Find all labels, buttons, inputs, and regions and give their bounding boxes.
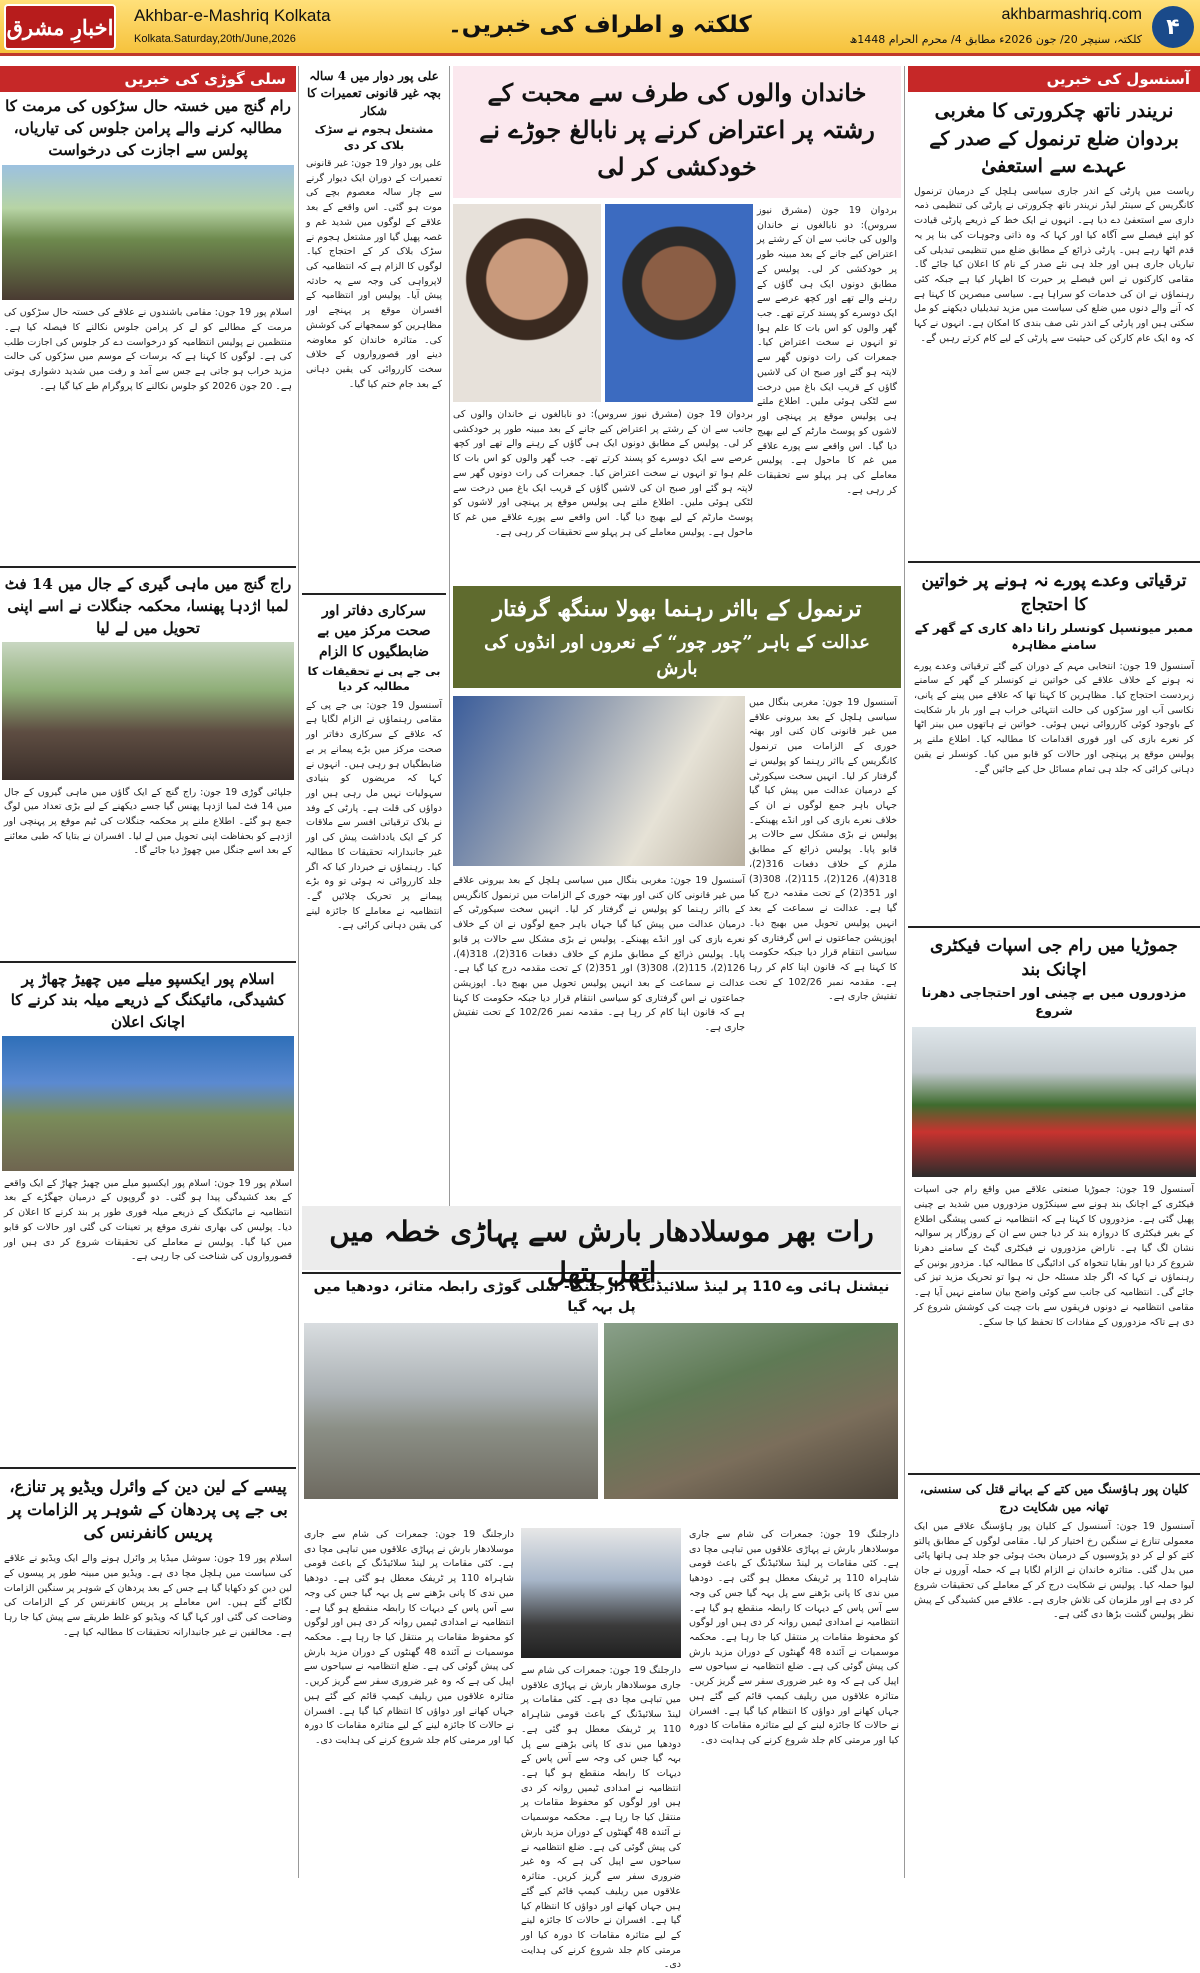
section-header-siliguri: سلی گوڑی کی خبریں <box>0 66 296 92</box>
article-body-child-victim: علی پور دوار 19 جون: غیر قانونی تعمیرات کے دوران ایک دیوار گرنے سے چار سالہ معصوم بچے کی موت ہو گئی۔ اس واقعے کے بعد علاقے کے لوگوں میں شدید غم و غصہ پھیل گیا اور مشتعل ہجوم نے سڑک بلاک کر کے احتجاج کیا۔ لوگوں کا الزام ہے کہ انتظامیہ کی لاپرواہی کی وجہ سے یہ حادثہ پیش آیا۔ پولیس اور انتظامیہ کے افسران موقع پر پہنچے اور مظاہرین کو سمجھانے کی کوشش کی۔ متاثرہ خاندان کو معاوضہ دینے اور قصورواروں کے خلاف سخت کارروائی کی یقین دہانی کے بعد جام ختم کیا گیا۔ <box>306 157 442 390</box>
headline-factory-closure[interactable]: جموڑیا میں رام جی اسپات فیکٹری اچانک بند <box>930 935 1178 981</box>
headline-viral-video[interactable]: پیسے کے لین دین کے وائرل ویڈیو پر تنازع، بی جے پی پردھان کے شوہر پر الزامات پر پریس کانفرنس کی <box>8 1476 288 1543</box>
headline-python-caught[interactable]: راج گنج میں ماہی گیری کے جال میں 14 فٹ لمبا اژدہا پھنسا، محکمہ جنگلات نے اسے اپنی تحویل میں لے لیا <box>4 575 292 637</box>
headline-expo-tension[interactable]: اسلام پور ایکسپو میلے میں چھیڑ چھاڑ پر کشیدگی، مائیکنگ کے ذریعے میلہ بند کرنے کا اچانک اعلان <box>10 969 286 1031</box>
masthead-title-en: Akhbar-e-Mashriq Kolkata <box>134 6 331 25</box>
headline-asansol-resignation[interactable]: نریندر ناتھ چکرورتی کا مغربی بردوان ضلع ترنمول کے صدر کے عہدے سے استعفیٰ <box>929 100 1179 178</box>
photo-landslide[interactable] <box>604 1323 898 1499</box>
column-divider <box>904 66 905 1878</box>
article-body-suicide-left: بردوان 19 جون (مشرق نیوز سروس): دو نابالغوں نے خاندان والوں کی جانب سے ان کے رشتے پر اعتراض کیے جانے کے بعد مبینہ طور پر خودکشی کر لی۔ پولیس کے مطابق دونوں ایک ہی گاؤں کے رہنے والے تھے اور کچھ عرصے سے ایک دوسرے کو پسند کرتے تھے۔ جب گھر والوں کو اس بات کا علم ہوا تو انہوں نے سخت اعتراض کیا۔ جمعرات کی رات دونوں گھر سے لاپتہ ہو گئے اور صبح ان کی لاشیں گاؤں کے قریب ایک باغ میں درخت سے لٹکی ہوئی ملیں۔ اطلاع ملتے ہی پولیس موقع پر پہنچی اور لاشوں کو پوسٹ مارٹم کے لیے بھیج دیا گیا۔ اس واقعے سے پورے علاقے میں غم کا ماحول ہے۔ پولیس معاملے کی ہر پہلو سے تحقیقات کر رہی ہے۔ <box>453 409 753 538</box>
article-body-expo-tension: اسلام پور 19 جون: اسلام پور ایکسپو میلے میں چھیڑ چھاڑ کے ایک واقعے کے بعد کشیدگی پیدا ہو گئی۔ دو گروپوں کے درمیان جھگڑے کے بعد انتظامیہ نے مائیکنگ کے ذریعے میلہ فوری طور پر بند کرنے کا اعلان کر دیا۔ پولیس کی بھاری نفری موقع پر تعینات کی گئی اور حالات کو قابو میں کیا گیا۔ پولیس نے معاملے کی تحقیقات شروع کر دی ہیں اور قصورواروں کی شناخت کی جا رہی ہے۔ <box>4 1177 292 1263</box>
photo-arrest-helmet[interactable] <box>453 696 745 866</box>
article-divider <box>908 561 1200 563</box>
article-divider <box>0 1467 296 1469</box>
photo-factory-workers-protest[interactable] <box>912 1027 1196 1177</box>
article-body-arrest-left: آسنسول 19 جون: مغربی بنگال میں سیاسی ہلچل کے بعد بیرونی علاقے میں غیر قانونی کان کنی اور بھتہ خوری کے الزامات میں ترنمول کانگریس کے بااثر رہنما کو پولیس نے گرفتار کر لیا۔ انہیں سخت سیکورٹی کے درمیان عدالت میں پیش کیا گیا جہاں باہر جمع لوگوں نے ان کے خلاف نعرے بازی کی اور انڈے پھینکے۔ پولیس نے بڑی مشکل سے حالات پر قابو پایا۔ پولیس ذرائع کے مطابق ملزم کے خلاف دفعات 316(2)، 318(4)، 126(2)، 115(2)، 308(3) اور 351(2) کے تحت مقدمہ درج کیا گیا ہے۔ عدالت نے سماعت کے بعد انہیں پولیس تحویل میں بھیج دیا۔ اپوزیشن جماعتوں نے اس گرفتاری کو سیاسی انتقام قرار دیا جبکہ حکومت کا کہنا ہے کہ قانون اپنا کام کر رہا ہے۔ مقدمہ نمبر 102/26 کے تحت تفتیش جاری ہے۔ <box>453 875 745 1034</box>
subheadline-court-protest: عدالت کے باہر ”چور چور“ کے نعروں اور انڈوں کی بارش <box>484 631 870 679</box>
article-body-arrest-right: آسنسول 19 جون: مغربی بنگال میں سیاسی ہلچل کے بعد بیرونی علاقے میں غیر قانونی کان کنی اور بھتہ خوری کے الزامات میں ترنمول کانگریس کے بااثر رہنما کو پولیس نے گرفتار کر لیا۔ انہیں سخت سیکورٹی کے درمیان عدالت میں پیش کیا گیا جہاں باہر جمع لوگوں نے ان کے خلاف نعرے بازی کی اور انڈے پھینکے۔ پولیس نے بڑی مشکل سے حالات پر قابو پایا۔ پولیس ذرائع کے مطابق ملزم کے خلاف دفعات 316(2)، 318(4)، 126(2)، 115(2)، 308(3) اور 351(2) کے تحت مقدمہ درج کیا گیا ہے۔ عدالت نے سماعت کے بعد انہیں پولیس تحویل میں بھیج دیا۔ اپوزیشن جماعتوں نے اس گرفتاری کو سیاسی انتقام قرار دیا جبکہ حکومت کا کہنا ہے کہ قانون اپنا کام کر رہا ہے۔ مقدمہ نمبر 102/26 کے تحت تفتیش جاری ہے۔ <box>749 697 898 1003</box>
article-divider <box>0 566 296 568</box>
article-divider <box>908 1473 1200 1475</box>
page-number-badge: ۴ <box>1152 6 1194 48</box>
subheadline-landslide: نیشنل ہائی وے 110 پر لینڈ سلائیڈنگ، دارجلنگ- سلی گوڑی رابطہ متاثر، دودھیا میں پل بہہ گیا <box>313 1279 890 1315</box>
photo-ramganj-crowd[interactable] <box>2 165 294 300</box>
photo-boy-portrait[interactable] <box>605 204 753 402</box>
article-body-viral-video: اسلام پور 19 جون: سوشل میڈیا پر وائرل ہونے والے ایک ویڈیو نے علاقے کی سیاست میں ہلچل مچا دی ہے۔ ویڈیو میں مبینہ طور پر پیسوں کے لین دین کو دکھایا گیا ہے جس کے بعد پردھان کے شوہر پر سنگین الزامات لگائے گئے ہیں۔ اس معاملے پر پریس کانفرنس کر کے الزامات کی وضاحت کی گئی اور کہا گیا کہ ویڈیو کو غلط طریقے سے پیش کیا جا رہا ہے۔ مخالفین نے غیر جانبدارانہ تحقیقات کا مطالبہ کیا ہے۔ <box>4 1553 292 1638</box>
photo-officials-inspection[interactable] <box>521 1528 681 1658</box>
middle-column <box>302 66 446 1196</box>
photo-girl-portrait[interactable] <box>453 204 601 402</box>
newspaper-logo[interactable]: اخبارِ مشرق <box>4 4 116 50</box>
article-body-kalyanpur-incident: آسنسول 19 جون: آسنسول کے کلیان پور ہاؤسنگ علاقے میں ایک معمولی تنازع نے سنگین رخ اختیار کر لیا۔ مقامی لوگوں کے مطابق پالتو کتے کو لے کر دو پڑوسیوں کے درمیان بحث ہوئی جو جلد ہی ہاتھا پائی میں بدل گئی۔ متاثرہ خاندان نے الزام لگایا ہے کہ حملہ آوروں نے جان لیوا حملہ کیا۔ پولیس نے شکایت درج کر کے معاملے کی تحقیقات شروع کر دی ہے اور ملزمان کی تلاش جاری ہے۔ علاقے میں کشیدگی کے پیش نظر پولیس گشت بڑھا دی گئی ہے۔ <box>914 1520 1194 1621</box>
subheadline-women-protest: ممبر میونسپل کونسلر رانا داھ کاری کے گھر کے سامنے مظاہرہ <box>914 620 1194 652</box>
article-body-suicide-right: بردوان 19 جون (مشرق نیوز سروس): دو نابالغوں نے خاندان والوں کی جانب سے ان کے رشتے پر اعتراض کیے جانے کے بعد مبینہ طور پر خودکشی کر لی۔ پولیس کے مطابق دونوں ایک ہی گاؤں کے رہنے والے تھے اور کچھ عرصے سے ایک دوسرے کو پسند کرتے تھے۔ جب گھر والوں کو اس بات کا علم ہوا تو انہوں نے سخت اعتراض کیا۔ جمعرات کی رات دونوں گھر سے لاپتہ ہو گئے اور صبح ان کی لاشیں گاؤں کے قریب ایک باغ میں درخت سے لٹکی ہوئی ملیں۔ اطلاع ملتے ہی پولیس موقع پر پہنچی اور لاشوں کو پوسٹ مارٹم کے لیے بھیج دیا گیا۔ اس واقعے سے پورے علاقے میں غم کا ماحول ہے۔ پولیس معاملے کی ہر پہلو سے تحقیقات کر رہی ہے۔ <box>757 205 897 496</box>
masthead-website-link[interactable]: akhbarmashriq.com <box>1001 6 1142 23</box>
photo-python-crowd[interactable] <box>2 642 294 780</box>
center-arrest-story <box>453 586 901 1198</box>
article-divider <box>0 961 296 963</box>
article-body-asansol-resignation: ریاست میں پارٹی کے اندر جاری سیاسی ہلچل کے درمیان ترنمول کانگریس کے سینئر لیڈر نریندر ناتھ چکرورتی نے پارٹی کی تنظیمی ذمہ داری سے استعفیٰ دے دیا ہے۔ انہوں نے ایک خط کے ذریعے پارٹی قیادت کو اپنے فیصلے سے آگاہ کیا اور کہا کہ وہ ذاتی وجوہات کی بنا پر یہ قدم اٹھا رہے ہیں۔ پارٹی ذرائع کے مطابق ضلع میں تنظیمی تبدیلی کی تیاریاں جاری ہیں اور جلد ہی نئے صدر کے نام کا اعلان کیا جائے گا۔ مقامی کارکنوں نے اس فیصلے پر حیرت کا اظہار کیا ہے جبکہ کئی رہنماؤں نے ان کی خدمات کو سراہا ہے۔ سیاسی مبصرین کا کہنا ہے کہ آنے والے دنوں میں ضلع کی سیاست میں مزید تبدیلیاں دیکھنے کو مل سکتی ہیں اور پارٹی کے اندر نئی صف بندی کا امکان ہے۔ انہوں نے کہا کہ وہ ایک عام کارکن کی حیثیت سے پارٹی کے لیے کام کرتے رہیں گے۔ <box>914 185 1194 344</box>
article-body-ramganj-roads: اسلام پور 19 جون: مقامی باشندوں نے علاقے کی خستہ حال سڑکوں کی مرمت کے مطالبے کو لے کر پرامن جلوس نکالنے کا فیصلہ کیا ہے۔ منتظمین نے پولیس انتظامیہ کو درخواست دے کر جلوس کی اجازت طلب کی ہے۔ لوگوں کا کہنا ہے کہ برسات کے موسم میں سڑکوں کی حالت مزید خراب ہو جاتی ہے جس سے آمد و رفت میں شدید دشواری ہوتی ہے۔ 20 جون 2026 کو جلوس نکالنے کا پروگرام طے کیا گیا ہے۔ <box>4 307 292 392</box>
subheadline-factory-closure: مزدوروں میں بے چینی اور احتجاجی دھرنا شروع <box>921 985 1187 1019</box>
masthead-date-ur: کلکتہ، سنیچر 20/ جون 2026ء مطابق 4/ محرم الحرام 1448ھ <box>849 33 1142 46</box>
section-header-asansol: آسنسول کی خبریں <box>908 66 1200 92</box>
article-body-women-protest: آسنسول 19 جون: انتخابی مہم کے دوران کیے گئے ترقیاتی وعدے پورے نہ ہونے کے خلاف علاقے کی خواتین نے کونسلر کے گھر کے سامنے زبردست احتجاج کیا۔ مظاہرین کا کہنا تھا کہ علاقے میں پینے کے پانی، نکاسی آب اور سڑکوں کی حالت انتہائی خراب ہے اور بار بار شکایت کے باوجود کوئی کارروائی نہیں ہوئی۔ خواتین نے ہاتھوں میں بینر اٹھا کر نعرے بازی کی اور فوری اقدامات کا مطالبہ کیا۔ اطلاع ملنے پر پولیس موقع پر پہنچی اور حالات کو قابو میں کیا۔ کونسلر نے یقین دہانی کرائی کہ جلد ہی تمام مسائل حل کیے جائیں گے۔ <box>914 660 1194 775</box>
rain-story <box>302 1206 901 1971</box>
article-divider <box>908 926 1200 928</box>
headline-kalyanpur-incident[interactable]: کلیان پور ہاؤسنگ میں کتے کے بہانے قتل کی سنسنی، تھانہ میں شکایت درج <box>919 1482 1189 1514</box>
masthead-tagline: کلکتہ و اطراف کی خبریں۔ <box>448 12 752 38</box>
article-body-rain-right: دارجلنگ 19 جون: جمعرات کی شام سے جاری موسلادھار بارش نے پہاڑی علاقوں میں تباہی مچا دی ہے۔ کئی مقامات پر لینڈ سلائیڈنگ کے باعث قومی شاہراہ 110 پر ٹریفک معطل ہو گئی ہے۔ دودھیا میں ندی کا پانی بڑھنے سے پل بہہ گیا جس کی وجہ سے آس پاس کے دیہات کا رابطہ منقطع ہو گیا ہے۔ انتظامیہ نے امدادی ٹیمیں روانہ کر دی ہیں اور لوگوں کو محفوظ مقامات پر منتقل کیا جا رہا ہے۔ محکمہ موسمیات نے آئندہ 48 گھنٹوں کے دوران مزید بارش کی پیش گوئی کی ہے۔ ضلع انتظامیہ نے سیاحوں سے اپیل کی ہے کہ وہ غیر ضروری سفر سے گریز کریں۔ متاثرہ علاقوں میں ریلیف کیمپ قائم کیے گئے ہیں جہاں کھانے اور دواؤں کا انتظام کیا گیا ہے۔ افسران نے حالات کا جائزہ لینے کے لیے متاثرہ مقامات کا دورہ کیا اور مرمتی کام جلد شروع کرنے کی ہدایت دی۔ <box>689 1529 899 1747</box>
headline-office-irregularities[interactable]: سرکاری دفاتر اور صحت مرکز میں بے ضابطگیوں کا الزام <box>317 602 431 660</box>
article-body-rain-left: دارجلنگ 19 جون: جمعرات کی شام سے جاری موسلادھار بارش نے پہاڑی علاقوں میں تباہی مچا دی ہے۔ کئی مقامات پر لینڈ سلائیڈنگ کے باعث قومی شاہراہ 110 پر ٹریفک معطل ہو گئی ہے۔ دودھیا میں ندی کا پانی بڑھنے سے پل بہہ گیا جس کی وجہ سے آس پاس کے دیہات کا رابطہ منقطع ہو گیا ہے۔ انتظامیہ نے امدادی ٹیمیں روانہ کر دی ہیں اور لوگوں کو محفوظ مقامات پر منتقل کیا جا رہا ہے۔ محکمہ موسمیات نے آئندہ 48 گھنٹوں کے دوران مزید بارش کی پیش گوئی کی ہے۔ ضلع انتظامیہ نے سیاحوں سے اپیل کی ہے کہ وہ غیر ضروری سفر سے گریز کریں۔ متاثرہ علاقوں میں ریلیف کیمپ قائم کیے گئے ہیں جہاں کھانے اور دواؤں کا انتظام کیا گیا ہے۔ افسران نے حالات کا جائزہ لینے کے لیے متاثرہ مقامات کا دورہ کیا اور مرمتی کام جلد شروع کرنے کی ہدایت دی۔ <box>304 1529 514 1747</box>
photo-collapsed-bridge[interactable] <box>304 1323 598 1499</box>
photo-security-forces[interactable] <box>2 1036 294 1171</box>
headline-child-victim[interactable]: علی پور دوار میں 4 سالہ بچہ غیر قانونی تعمیرات کا شکار <box>307 69 441 118</box>
article-body-factory-closure: آسنسول 19 جون: جموڑیا صنعتی علاقے میں واقع رام جی اسپات فیکٹری کے اچانک بند ہونے سے سینکڑوں مزدوروں میں شدید بے چینی پھیل گئی ہے۔ مزدوروں کا کہنا ہے کہ انتظامیہ نے کسی پیشگی اطلاع کے بغیر فیکٹری کا دروازہ بند کر دیا جس سے ان کے روزگار پر سوالیہ نشان لگ گیا ہے۔ ناراض مزدوروں نے فیکٹری گیٹ کے سامنے دھرنا شروع کر دیا اور بقایا تنخواہ کی ادائیگی کا مطالبہ کیا۔ مزدور یونین کے رہنماؤں نے کہا کہ اگر جلد مسئلہ حل نہ ہوا تو تحریک مزید تیز کی جائے گی۔ انتظامیہ کی جانب سے کوئی واضح بیان سامنے نہیں آیا ہے۔ مقامی انتظامیہ نے دونوں فریقوں سے بات چیت کی کوشش شروع کر دی ہے تاکہ مزدوروں کے مفادات کا تحفظ کیا جا سکے۔ <box>914 1184 1194 1328</box>
subheadline-bjp-demand: بی جے پی نے تحقیقات کا مطالبہ کر دیا <box>307 664 441 694</box>
column-divider <box>449 66 450 1206</box>
masthead-date-en: Kolkata.Saturday,20th/June,2026 <box>134 33 296 45</box>
column-divider <box>298 66 299 1878</box>
headline-ramganj-roads[interactable]: رام گنج میں خستہ حال سڑکوں کی مرمت کا مطالبہ کرنے والے پرامن جلوس کی تیاریاں، پولس سے اجازت کی درخواست <box>5 97 291 159</box>
center-top-story <box>453 66 901 586</box>
article-divider <box>302 593 446 595</box>
article-body-office-irregularities: آسنسول 19 جون: بی جے پی کے مقامی رہنماؤں نے الزام لگایا ہے کہ علاقے کے سرکاری دفاتر اور صحت مرکز میں بڑے پیمانے پر بے ضابطگیاں ہو رہی ہیں۔ انہوں نے کہا کہ مریضوں کو بنیادی سہولیات نہیں مل رہی ہیں اور دواؤں کی قلت ہے۔ پارٹی کے وفد نے بلاک ترقیاتی افسر سے ملاقات کر کے ایک یادداشت پیش کی اور غیر جانبدارانہ تحقیقات کا مطالبہ کیا۔ رہنماؤں نے خبردار کیا کہ اگر جلد کارروائی نہ ہوئی تو وہ بڑے پیمانے پر تحریک چلائیں گے۔ انتظامیہ نے معاملے کا جائزہ لینے کی یقین دہانی کرائی ہے۔ <box>306 699 442 932</box>
article-body-rain-middle: دارجلنگ 19 جون: جمعرات کی شام سے جاری موسلادھار بارش نے پہاڑی علاقوں میں تباہی مچا دی ہے۔ کئی مقامات پر لینڈ سلائیڈنگ کے باعث قومی شاہراہ 110 پر ٹریفک معطل ہو گئی ہے۔ دودھیا میں ندی کا پانی بڑھنے سے پل بہہ گیا جس کی وجہ سے آس پاس کے دیہات کا رابطہ منقطع ہو گیا ہے۔ انتظامیہ نے امدادی ٹیمیں روانہ کر دی ہیں اور لوگوں کو محفوظ مقامات پر منتقل کیا جا رہا ہے۔ محکمہ موسمیات نے آئندہ 48 گھنٹوں کے دوران مزید بارش کی پیش گوئی کی ہے۔ ضلع انتظامیہ نے سیاحوں سے اپیل کی ہے کہ وہ غیر ضروری سفر سے گریز کریں۔ متاثرہ علاقوں میں ریلیف کیمپ قائم کیے گئے ہیں جہاں کھانے اور دواؤں کا انتظام کیا گیا ہے۔ افسران نے حالات کا جائزہ لینے کے لیے متاثرہ مقامات کا دورہ کیا اور مرمتی کام جلد شروع کرنے کی ہدایت دی۔ <box>521 1665 681 1971</box>
siliguri-column <box>0 66 296 1878</box>
headline-women-protest[interactable]: ترقیاتی وعدے پورے نہ ہونے پر خواتین کا احتجاج <box>921 570 1187 616</box>
asansol-column <box>908 66 1200 1878</box>
masthead <box>0 0 1200 56</box>
article-body-python-caught: جلپائی گوڑی 19 جون: راج گنج کے ایک گاؤں میں ماہی گیروں کے جال میں 14 فٹ لمبا اژدہا پھنس گیا جسے دیکھنے کے لیے بڑی تعداد میں لوگ جمع ہو گئے۔ اطلاع ملنے پر محکمہ جنگلات کی ٹیم موقع پر پہنچی اور اژدہے کو بحفاظت اپنی تحویل میں لے لیا۔ افسران نے بتایا کہ طبی معائنے کے بعد اسے جنگل میں چھوڑ دیا جائے گا۔ <box>4 786 292 857</box>
headline-heavy-rain[interactable]: رات بھر موسلادھار بارش سے پہاڑی خطہ میں اتھل پتھل <box>329 1215 874 1289</box>
subheadline-road-blocked: مشتعل ہجوم نے سڑک بلاک کر دی <box>314 123 434 152</box>
photo-pair <box>453 204 753 402</box>
headline-tmc-leader-arrested[interactable]: ترنمول کے بااثر رہنما بھولا سنگھ گرفتار <box>492 596 862 622</box>
headline-minor-couple-suicide[interactable]: خاندان والوں کی طرف سے محبت کے رشتہ پر اعتراض کرنے پر نابالغ جوڑے نے خودکشی کر لی <box>479 78 875 182</box>
